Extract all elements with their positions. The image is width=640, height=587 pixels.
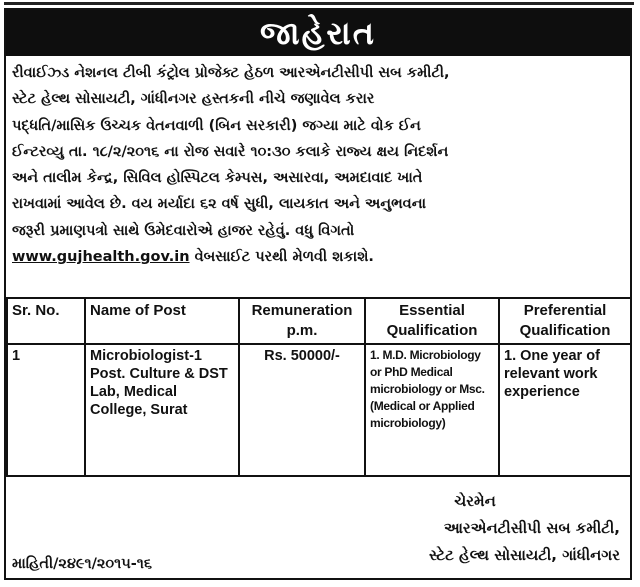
intro-line: અને તાલીમ કેન્દ્ર, સિવિલ હોસ્પિટલ કેમ્પસ, અસારવા, અમદાવાદ ખાતે [12, 170, 423, 187]
cell-preferential-qualification: 1. One year of relevant work experience [499, 344, 631, 476]
intro-line-website [12, 244, 624, 270]
header-name-of-post: Name of Post [85, 298, 239, 344]
table-row [7, 344, 631, 476]
notice-title-bar [6, 10, 630, 56]
intro-line: સ્ટેટ હેલ્થ સોસાયટી, ગાંધીનગર હસ્તકની નીચે જણાવેલ કરાર [12, 91, 375, 108]
advertisement-frame [4, 8, 632, 580]
header-remuneration: Remuneration p.m. [239, 298, 365, 344]
website-suffix: વેબસાઈટ પરથી મેળવી શકાશે. [189, 249, 374, 266]
header-preferential-qualification: Preferential Qualification [499, 298, 631, 344]
table-header-row [7, 298, 631, 344]
cell-remuneration: Rs. 50000/- [239, 344, 365, 476]
intro-line: ઈન્ટરવ્યુ તા. ૧૮/૨/૨૦૧૬ ના રોજ સવારે ૧૦:૩૦ કલાકે રાજ્ય ક્ષય નિદર્શન [12, 143, 449, 160]
intro-line: જરૂરી પ્રમાણપત્રો સાથે ઉમેદવારોએ હાજર રહેવું. વધુ વિગતો [12, 222, 355, 239]
top-rule [4, 2, 634, 5]
vacancy-table [6, 297, 632, 477]
cell-essential-qualification: 1. M.D. Microbiology or PhD Medical microbiology or Msc. (Medical or Applied microbiology) [365, 344, 499, 476]
notice-title: જાહેરાત [260, 14, 376, 52]
intro-line: પદ્ધતિ/માસિક ઉચ્ચક વેતનવાળી (બિન સરકારી) જગ્યા માટે વોક ઈન [12, 117, 421, 134]
reference-number: માહિતી/૨૪૯૧/૨૦૧૫-૧૬ [12, 556, 153, 572]
intro-line: રાખવામાં આવેલ છે. વય મર્યાદા ૬૨ વર્ષ સુધી, લાયકાત અને અનુભવના [12, 196, 427, 213]
header-sr-no: Sr. No. [7, 298, 85, 344]
signatory-designation: ચેરમેન [454, 492, 496, 510]
signature-block [330, 488, 620, 569]
cell-sr-no: 1 [7, 344, 85, 476]
signatory-committee: આરએનટીસીપી સબ કમીટી, [443, 519, 620, 537]
notice-intro-paragraph [12, 60, 624, 270]
intro-line: રીવાઈઝ્ડ નેશનલ ટીબી કંટ્રોલ પ્રોજેક્ટ હેઠળ આરએનટીસીપી સબ કમીટી, [12, 65, 450, 81]
website-link[interactable]: www.gujhealth.gov.in [12, 249, 190, 266]
signatory-society: સ્ટેટ હેલ્થ સોસાયટી, ગાંધીનગર [428, 546, 620, 564]
cell-name-of-post: Microbiologist-1 Post. Culture & DST Lab, Medical College, Surat [85, 344, 239, 476]
header-essential-qualification: Essential Qualification [365, 298, 499, 344]
